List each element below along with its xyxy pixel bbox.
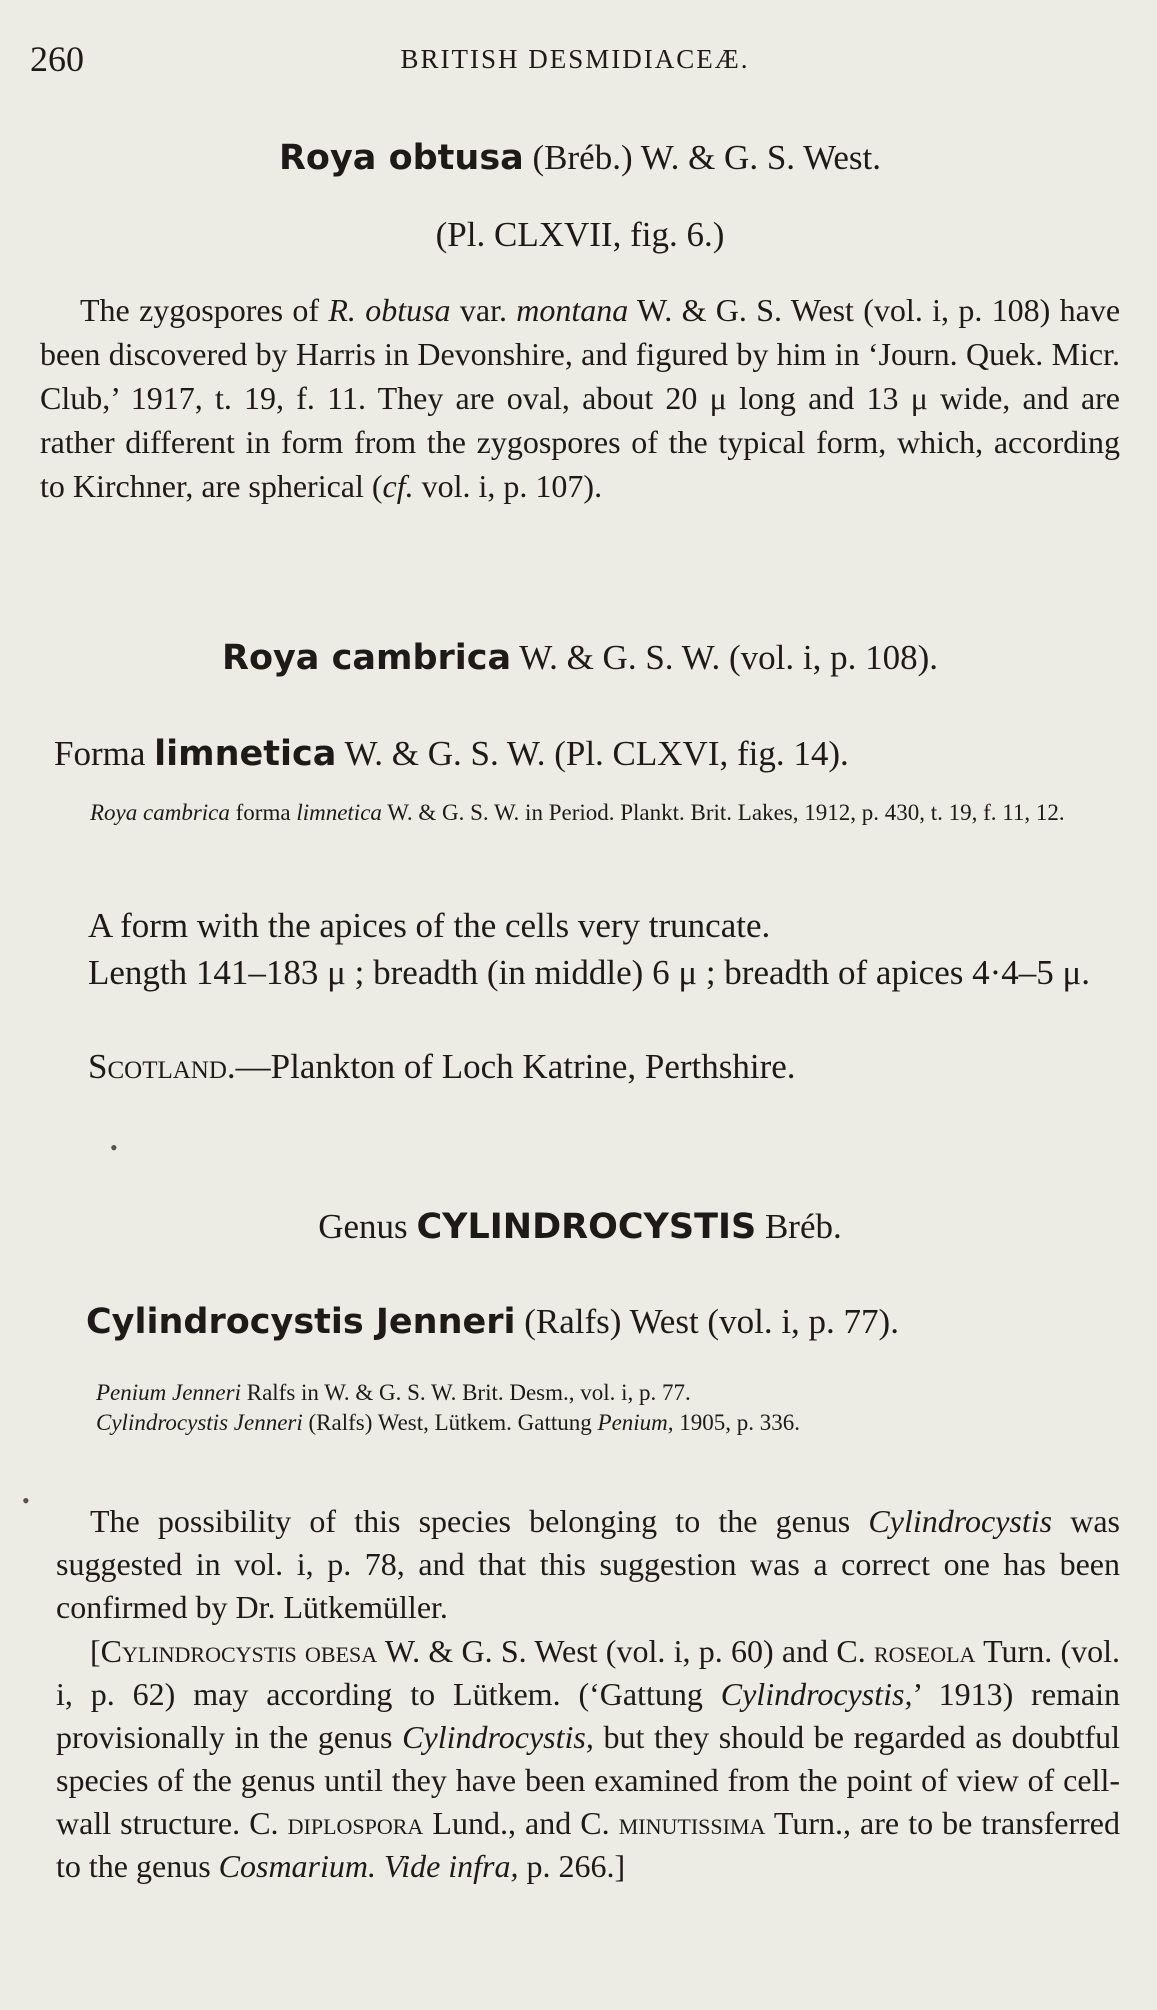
heading-genus: Genus CYLINDROCYSTIS Bréb.	[318, 1207, 842, 1247]
print-speck: •	[110, 1135, 118, 1160]
jenneri-paragraph-2: [Cylindrocystis obesa W. & G. S. West (vol. i, p. 60) and C. roseola Turn. (vol. i, p. 62) may according to Lütkem. (‘Gattung Cylindrocystis,’ 1913) remain provisionally in the genus Cylindrocystis, but they should be regarded as doubtful species of the genus until they have been examined from the point of view of cell-wall structure. C. diplospora Lund., and C. minutissima Turn., are to be transferred to the genus Cosmarium. Vide infra, p. 266.]	[56, 1633, 1121, 1884]
forma-locality: Scotland.—Plankton of Loch Katrine, Perthshire.	[88, 1047, 796, 1086]
heading-roya-obtusa	[40, 138, 1120, 178]
heading-forma-limnetica: Forma limnetica W. & G. S. W. (Pl. CLXVI, fig. 14).	[54, 734, 849, 774]
jenneri-paragraph-1: The possibility of this species belonging to the genus Cylindrocystis was suggested in vol. i, p. 78, and that this suggestion was a correct one has been confirmed by Dr. Lütkemüller.	[56, 1503, 1121, 1625]
roya-obtusa-paragraph: The zygospores of R. obtusa var. montana W. & G. S. West (vol. i, p. 108) have been discovered by Harris in Devonshire, and figured by him in ‘Journ. Quek. Micr. Club,’ 1917, t. 19, f. 11. They are oval, about 20 μ long and 13 μ wide, and are rather different in form from the zygospores of the typical form, which, according to Kirchner, are spherical (cf. vol. i, p. 107).	[40, 292, 1121, 504]
heading-roya-cambrica	[40, 638, 1120, 678]
running-title: BRITISH DESMIDIACEÆ.	[400, 44, 750, 74]
print-speck: •	[22, 1488, 30, 1513]
heading-cylindrocystis-jenneri: Cylindrocystis Jenneri (Ralfs) West (vol. i, p. 77).	[86, 1302, 899, 1342]
taxon-authority: W. & G. S. W. (vol. i, p. 108).	[511, 638, 938, 677]
synonymy-forma-limnetica: Roya cambrica forma limnetica W. & G. S. W. in Period. Plankt. Brit. Lakes, 1912, p. 430, t. 19, f. 11, 12.	[90, 800, 1065, 825]
synonym-1: Penium Jenneri Ralfs in W. & G. S. W. Brit. Desm., vol. i, p. 77.	[96, 1380, 691, 1405]
page-header	[30, 38, 1120, 82]
plate-reference: (Pl. CLXVII, fig. 6.)	[435, 215, 725, 254]
synonymy-jenneri	[96, 1378, 1120, 1438]
taxon-authority: (Bréb.) W. & G. S. West.	[523, 138, 882, 177]
forma-description-line1: A form with the apices of the cells very truncate.	[88, 906, 771, 945]
taxon-name: Roya cambrica	[222, 638, 512, 678]
page-number: 260	[30, 39, 84, 79]
taxon-name: Roya obtusa	[278, 138, 524, 178]
synonym-2: Cylindrocystis Jenneri (Ralfs) West, Lütkem. Gattung Penium, 1905, p. 336.	[96, 1410, 801, 1435]
forma-description-measurements: Length 141–183 μ ; breadth (in middle) 6 μ ; breadth of apices 4·4–5 μ.	[88, 953, 1091, 992]
